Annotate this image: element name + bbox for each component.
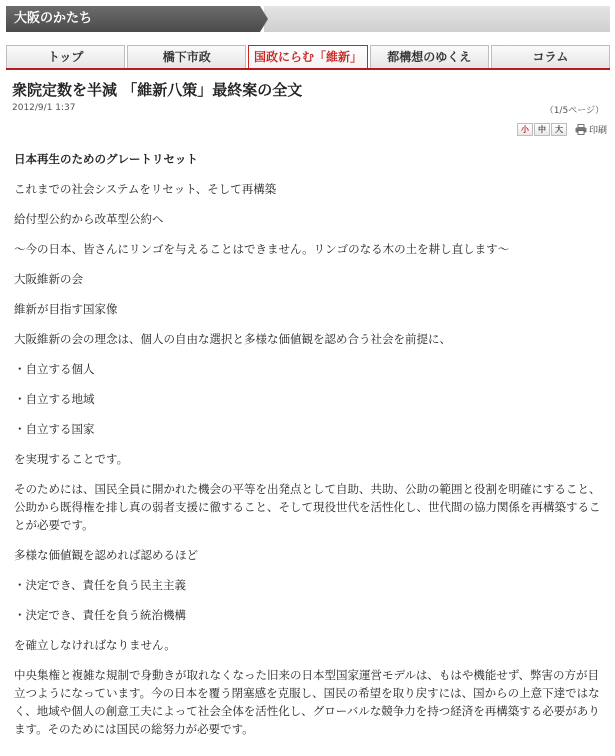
article-paragraph: 大阪維新の会 [14,272,83,286]
printer-icon [575,124,587,135]
tab-column[interactable]: コラム [491,45,610,68]
font-size-large-button[interactable]: 大 [551,123,567,136]
article-paragraph: これまでの社会システムをリセット、そして再構築 [14,182,277,196]
article-body [14,150,606,750]
banner-extension [264,6,610,32]
section-title: 大阪のかたち [14,11,93,26]
article-paragraph: ・自立する個人 [14,362,95,376]
article-paragraph: ・決定でき、責任を負う民主主義 [14,578,187,592]
article-paragraph: 多様な価値観を認めれば認めるほど [14,548,198,562]
print-button[interactable] [575,123,607,136]
tab-ishin-national-politics[interactable]: 国政にらむ「維新」 [248,45,367,68]
tab-top[interactable]: トップ [6,45,125,68]
font-size-small-button[interactable]: 小 [517,123,533,136]
article-meta [12,103,604,115]
print-label: 印刷 [588,125,607,136]
article-date: 2012/9/1 1:37 [12,103,76,113]
article-paragraph: を確立しなければなりません。 [14,638,176,652]
article-paragraph: 維新が目指す国家像 [14,302,118,316]
article-tools [516,122,607,136]
article-paragraph: を実現することです。 [14,452,129,466]
article-lead: 日本再生のためのグレートリセット [14,152,198,166]
article-paragraph: ・自立する国家 [14,422,95,436]
article-paragraph: そのためには、国民全員に開かれた機会の平等を出発点として自助、共助、公助の範囲と役割を明確にすること、公助から既得権を排し真の弱者支援に徹すること、そして現役世代を活性化し、世代間の協力関係を再構築することが必要です。 [14,482,601,532]
article-paragraph: ～今の日本、皆さんにリンゴを与えることはできません。リンゴのなる木の土を耕し直します～ [14,242,510,256]
article-paragraph: ・自立する地域 [14,392,95,406]
section-banner [6,6,610,32]
article-paragraph: 大阪維新の会の理念は、個人の自由な選択と多様な価値観を認め合う社会を前提に、 [14,332,451,346]
article-paragraph: 給付型公約から改革型公約へ [14,212,164,226]
article-paragraph: 中央集権と複雑な規制で身動きが取れなくなった旧来の日本型国家運営モデルは、もはや機能せず、弊害の方が目立つようになっています。今の日本を覆う閉塞感を克服し、国民の希望を取り戻すには、国からの上意下達ではなく、地域や個人の創意工夫によって社会全体を活性化し、グローバルな競争力を持つ経済を再構築する必要があります。そのためには国民の総努力が必要です。 [14,668,600,736]
tab-hashimoto-city-government[interactable]: 橋下市政 [127,45,246,68]
page-indicator: （1/5ページ） [544,106,604,116]
article-headline: 衆院定数を半減 「維新八策」最終案の全文 [12,81,303,99]
section-tabs [6,45,610,70]
tab-metropolis-plan[interactable]: 都構想のゆくえ [370,45,489,68]
article-paragraph: ・決定でき、責任を負う統治機構 [14,608,187,622]
font-size-medium-button[interactable]: 中 [534,123,550,136]
